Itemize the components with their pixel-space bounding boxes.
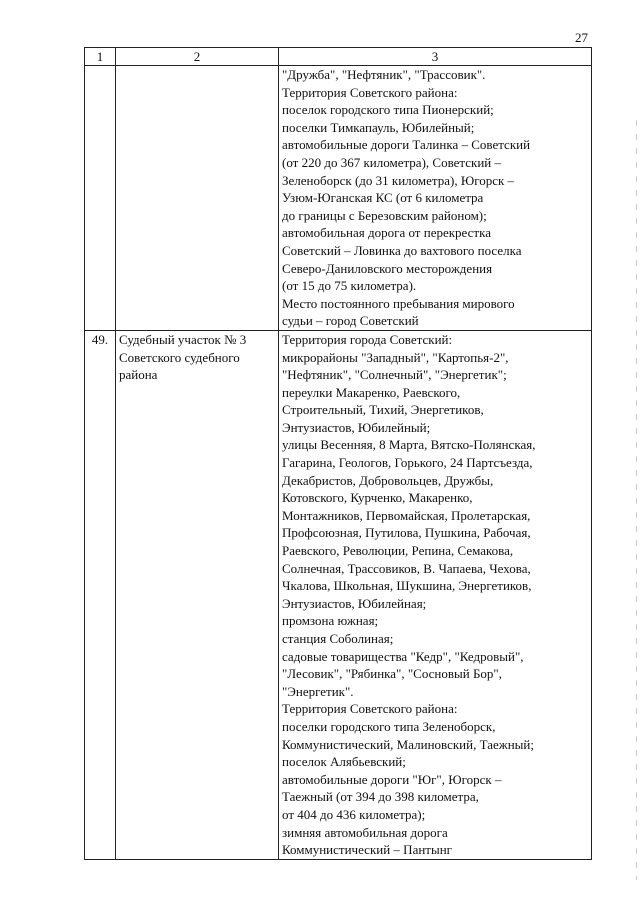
description-line: Энтузиастов, Юбилейный; <box>282 419 431 435</box>
description-line: переулки Макаренко, Раевского, <box>282 384 461 400</box>
description-line: (от 220 до 367 километра), Советский – <box>282 154 501 170</box>
description-line: Северо-Даниловского месторождения <box>282 260 493 276</box>
table-row <box>85 330 592 859</box>
header-col-2: 2 <box>116 48 279 66</box>
description-line: от 404 до 436 километра); <box>282 806 426 822</box>
description-line: Котовского, Курченко, Макаренко, <box>282 490 473 506</box>
district-name-line: района <box>119 367 158 383</box>
description-line: Коммунистический, Малиновский, Таежный; <box>282 736 534 752</box>
description-line: поселок городского типа Пионерский; <box>282 102 494 118</box>
description-line: автомобильная дорога от перекрестка <box>282 225 491 241</box>
description-line: "Энергетик". <box>282 683 354 699</box>
description-line: автомобильные дороги Талинка – Советский <box>282 137 531 153</box>
description-line: Декабристов, Добровольцев, Дружбы, <box>282 472 494 488</box>
description-line: улицы Весенняя, 8 Марта, Вятско-Полянская, <box>282 437 536 453</box>
court-district-name <box>116 66 279 331</box>
table-header-row <box>85 48 592 66</box>
description-line: "Лесовик", "Рябинка", "Сосновый Бор", <box>282 666 502 682</box>
description-line: Энтузиастов, Юбилейная; <box>282 595 427 611</box>
scan-edge-artifact <box>636 120 637 880</box>
description-line: (от 15 до 75 километра). <box>282 278 417 294</box>
description-line: до границы с Березовским районом); <box>282 207 487 223</box>
court-districts-table <box>84 47 592 860</box>
table-row <box>85 66 592 331</box>
description-line: Таежный (от 394 до 398 километра, <box>282 789 479 805</box>
description-line: Территория Советского района: <box>282 701 458 717</box>
description-line: Гагарина, Геологов, Горького, 24 Партсъезда, <box>282 455 533 471</box>
description-line: микрорайоны "Западный", "Картопья-2", <box>282 349 509 365</box>
description-line: поселки Тимкапауль, Юбилейный; <box>282 119 475 135</box>
description-line: поселки городского типа Зеленоборск, <box>282 718 496 734</box>
description-line: Коммунистический – Пантынг <box>282 842 453 858</box>
page-number: 27 <box>575 30 588 45</box>
description-line: Место постоянного пребывания мирового <box>282 295 515 311</box>
description-line: Солнечная, Трассовиков, В. Чапаева, Чехова, <box>282 560 531 576</box>
territory-description <box>279 66 592 331</box>
description-line: зимняя автомобильная дорога <box>282 824 448 840</box>
description-line: Строительный, Тихий, Энергетиков, <box>282 402 484 418</box>
header-col-3: 3 <box>279 48 592 66</box>
description-line: Зеленоборск (до 31 километра), Югорск – <box>282 172 515 188</box>
description-line: "Дружба", "Нефтяник", "Трассовик". <box>282 67 486 82</box>
header-col-1: 1 <box>85 48 116 66</box>
district-name-line: Судебный участок № 3 <box>119 331 247 347</box>
description-line: поселок Алябьевский; <box>282 754 406 770</box>
description-line: Монтажников, Первомайская, Пролетарская, <box>282 507 531 523</box>
row-number <box>85 66 116 331</box>
description-line: станция Соболиная; <box>282 631 394 646</box>
description-line: Территория города Советский: <box>282 331 453 347</box>
description-line: "Нефтяник", "Солнечный", "Энергетик"; <box>282 367 507 383</box>
description-line: Чкалова, Школьная, Шукшина, Энергетиков, <box>282 578 532 594</box>
district-name-line: Советского судебного <box>119 349 240 365</box>
court-district-name <box>116 330 279 859</box>
row-number: 49. <box>85 330 116 859</box>
description-line: Узюм-Юганская КС (от 6 километра <box>282 190 484 206</box>
description-line: Раевского, Революции, Репина, Семакова, <box>282 543 514 559</box>
description-line: Территория Советского района: <box>282 84 458 100</box>
description-line: автомобильные дороги "Юг", Югорск – <box>282 771 502 787</box>
description-line: Профсоюзная, Путилова, Пушкина, Рабочая, <box>282 525 531 541</box>
description-line: судьи – город Советский <box>282 313 419 329</box>
description-line: Советский – Ловинка до вахтового поселка <box>282 242 522 258</box>
territory-description <box>279 330 592 859</box>
description-line: промзона южная; <box>282 613 379 629</box>
description-line: садовые товарищества "Кедр", "Кедровый", <box>282 648 524 664</box>
